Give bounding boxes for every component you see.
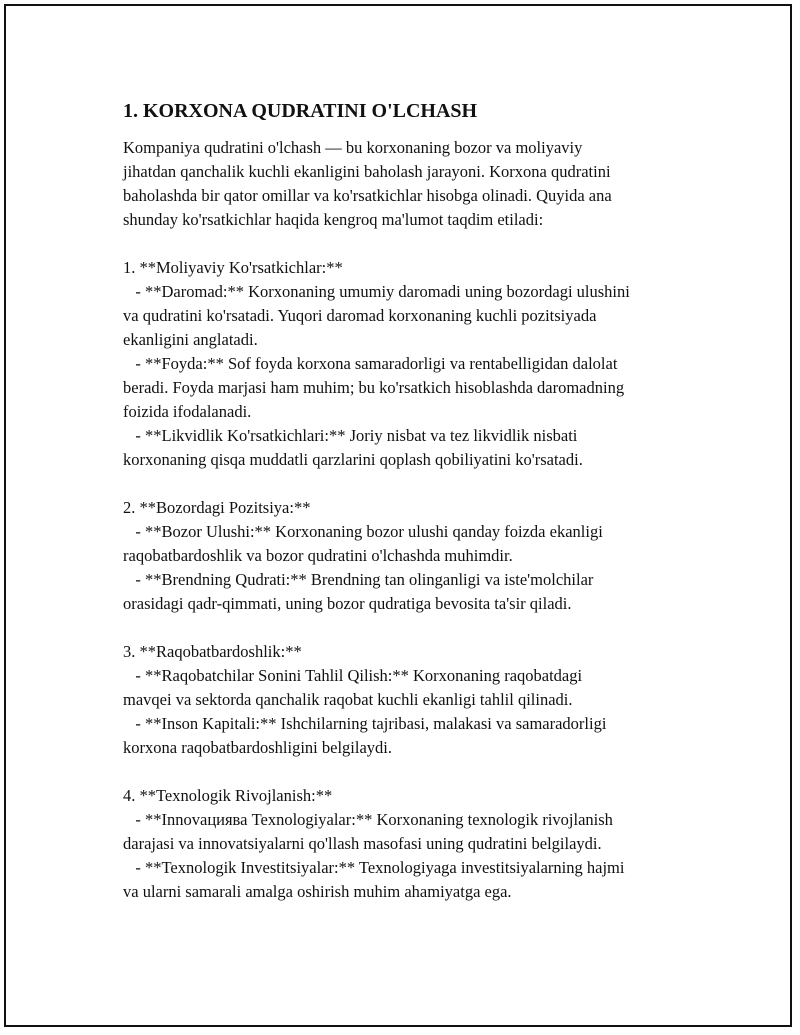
intro-line: Kompaniya qudratini o'lchash — bu korxonaning bozor va moliyaviy [123,138,583,157]
section-line: - **Innovациява Texnologiyalar:** Korxonaning texnologik rivojlanish [123,810,613,829]
section-line: orasidagi qadr-qimmati, uning bozor qudratiga bevosita ta'sir qiladi. [123,594,572,613]
page-frame [4,4,792,1027]
section-line: va ularni samarali amalga oshirish muhim ahamiyatga ega. [123,882,512,901]
section-heading: 4. **Texnologik Rivojlanish:** [123,786,333,805]
section-line: raqobatbardoshlik va bozor qudratini o'lchashda muhimdir. [123,546,513,565]
intro-line: jihatdan qanchalik kuchli ekanligini baholash jarayoni. Korxona qudratini [123,162,611,181]
paragraph-gap [123,760,703,784]
section-line: - **Inson Kapitali:** Ishchilarning tajribasi, malakasi va samaradorligi [123,714,607,733]
section-technological-development [123,784,703,904]
paragraph-gap [123,472,703,496]
section-line: darajasi va innovatsiyalarni qo'llash masofasi uning qudratini belgilaydi. [123,834,602,853]
section-line: - **Daromad:** Korxonaning umumiy daromadi uning bozordagi ulushini [123,282,630,301]
section-line: - **Bozor Ulushi:** Korxonaning bozor ulushi qanday foizda ekanligi [123,522,603,541]
section-line: korxona raqobatbardoshligini belgilaydi. [123,738,392,757]
section-line: foizida ifodalanadi. [123,402,252,421]
intro-line: baholashda bir qator omillar va ko'rsatkichlar hisobga olinadi. Quyida ana [123,186,612,205]
section-line: korxonaning qisqa muddatli qarzlarini qoplash qobiliyatini ko'rsatadi. [123,450,583,469]
page-title: 1. KORXONA QUDRATINI O'LCHASH [123,100,478,122]
section-heading: 1. **Moliyaviy Ko'rsatkichlar:** [123,258,343,277]
paragraph-gap [123,616,703,640]
section-line: - **Foyda:** Sof foyda korxona samaradorligi va rentabelligidan dalolat [123,354,618,373]
document-body [123,98,703,904]
section-financial-indicators [123,256,703,472]
section-heading: 3. **Raqobatbardoshlik:** [123,642,302,661]
section-line: - **Raqobatchilar Sonini Tahlil Qilish:** Korxonaning raqobatdagi [123,666,583,685]
section-line: - **Likvidlik Ko'rsatkichlari:** Joriy nisbat va tez likvidlik nisbati [123,426,578,445]
section-line: - **Texnologik Investitsiyalar:** Texnologiyaga investitsiyalarning hajmi [123,858,625,877]
section-line: beradi. Foyda marjasi ham muhim; bu ko'rsatkich hisoblashda daromadning [123,378,625,397]
section-competitiveness [123,640,703,760]
intro-paragraph [123,136,703,232]
section-line: mavqei va sektorda qanchalik raqobat kuchli ekanligi tahlil qilinadi. [123,690,573,709]
section-heading: 2. **Bozordagi Pozitsiya:** [123,498,311,517]
section-line: va qudratini ko'rsatadi. Yuqori daromad korxonaning kuchli pozitsiyada [123,306,597,325]
section-market-position [123,496,703,616]
intro-line: shunday ko'rsatkichlar haqida kengroq ma'lumot taqdim etiladi: [123,210,544,229]
paragraph-gap [123,232,703,256]
section-line: - **Brendning Qudrati:** Brendning tan olinganligi va iste'molchilar [123,570,594,589]
section-line: ekanligini anglatadi. [123,330,258,349]
